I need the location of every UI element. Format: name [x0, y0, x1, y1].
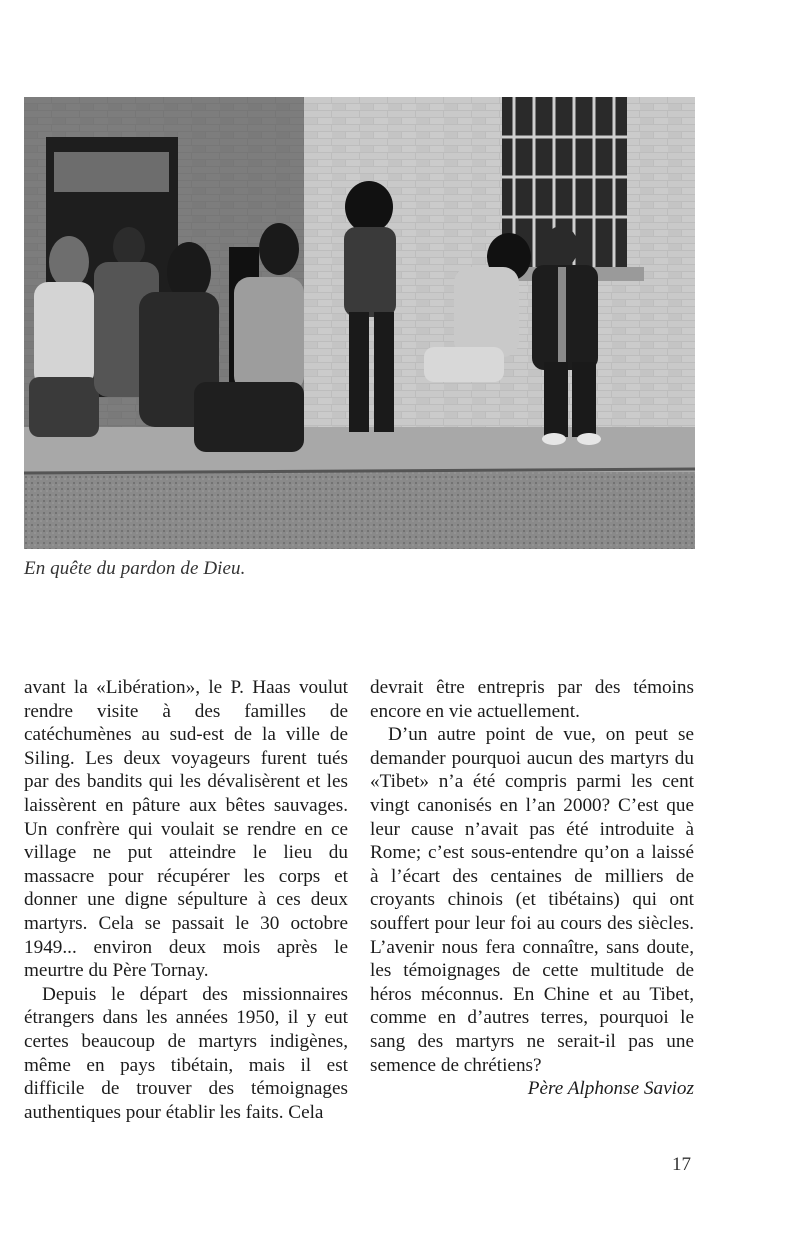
author-signature: Père Alphonse Savioz — [527, 1078, 694, 1100]
left-column — [24, 676, 348, 1124]
paragraph: devrait être entrepris par des témoins encore en vie actuellement. — [370, 677, 694, 722]
paragraph: avant la «Libération», le P. Haas voulut rendre visite à des familles de catéchumènes au sud-est de la ville de Siling. Les deux voyageurs furent tués par des bandits qui les dévalisèrent et les laissèrent en pâture aux bêtes sauvages. Un confrère qui voulait se rendre en ce village ne put atteindre le lieu du massacre pour récupérer les corps et donner une digne sépulture à ces deux martyrs. Cela se passait le 30 octobre 1949... environ deux mois après le meurtre du Père Tornay. — [24, 677, 348, 982]
paragraph: D’un autre point de vue, on peut se demander pourquoi aucun des martyrs du «Tibet» n’a été compris parmi les cent vingt canonisés en l’an 2000? C’est que leur cause n’avait pas été introduite à Rome; c’est sous-entendre qu’on a laissé à l’écart des centaines de milliers de croyants chinois (et tibétains) qui ont souffert pour leur foi au cours des siècles. L’avenir nous fera connaître, sans doute, les témoignages de cette multitude de héros méconnus. En Chine et au Tibet, comme en d’autres terres, pourquoi le sang des martyrs ne serait-il pas une semence de chrétiens? — [370, 724, 694, 1076]
photo — [24, 97, 695, 549]
page-number: 17 — [672, 1154, 691, 1175]
paragraph: Depuis le départ des missionnaires étrangers dans les années 1950, il y eut certes beaucoup de martyrs indigènes, même en pays tibétain, mais il est difficile de trouver des témoignages authentiques pour établir les faits. Cela — [24, 983, 348, 1123]
photo-confession-scene-icon — [24, 97, 695, 549]
right-column — [370, 676, 694, 1101]
photo-caption: En quête du pardon de Dieu. — [24, 558, 246, 579]
